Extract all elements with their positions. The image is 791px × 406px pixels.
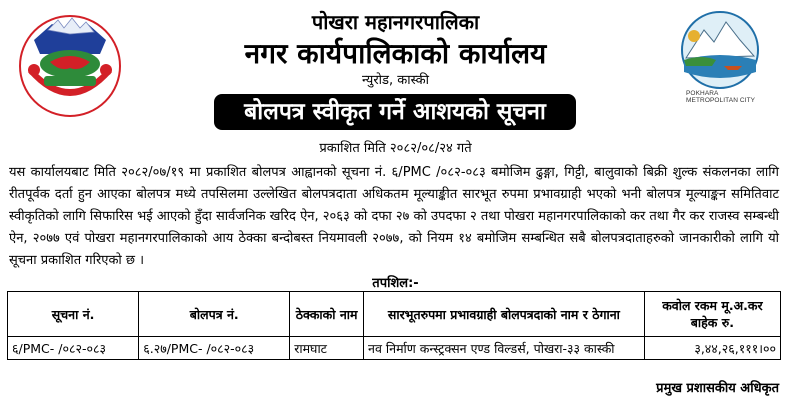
cell-bid-no: ६.२७/PMC- /०८२-०८३ bbox=[139, 337, 290, 360]
notice-header bbox=[0, 0, 791, 160]
office-name: पोखरा महानगरपालिका bbox=[311, 10, 480, 34]
cell-contract-name: रामघाट bbox=[290, 337, 364, 360]
notice-paragraph: यस कार्यालयबाट मिति २०८२/०७/१९ मा प्रकाशित बोलपत्र आह्वानको सूचना नं. ६/PMC /०८२-०८३ बमोजिम ढुङ्गा, गिट्टी, बालुवाको बिक्री शुल्क संकलनका लागि रीतपूर्वक दर्ता हुन आएका बोलपत्र मध्ये तपसिलमा उल्लेखित बोलपत्रदाता अधिकतम मूल्याङ्कीत सारभूत रुपमा प्रभावग्राही भएको भनी बोलपत्र मूल्याङ्कन समितिवाट स्वीकृतिको लागि सिफारिस भई आएको हुँदा सार्वजनिक खरिद ऐन, २०६३ को दफा २७ को उपदफा २ तथा पोखरा महानगरपालिकाको कर तथा गैर कर राजस्व सम्बन्धी ऐन, २०७७ एवं पोखरा महानगरपालिकाको आय ठेक्का बन्दोबस्त नियमावली २०७७, को नियम १४ बमोजिम सम्बन्धित सबै बोलपत्रदाताहरुको जानकारीको लागि यो सूचना प्रकाशित गरिएको छ । bbox=[9, 165, 779, 268]
col-header-bid-no: बोलपत्र नं. bbox=[139, 292, 290, 337]
col-header-contract-name: ठेक्काको नाम bbox=[290, 292, 364, 337]
details-heading: तपशिल:- bbox=[372, 276, 419, 291]
pokhara-logo-icon bbox=[672, 10, 768, 92]
cell-amount: ३,४४,२६,१११।०० bbox=[644, 337, 780, 360]
published-date: प्रकाशित मिति २०८२/०८/२४ गते bbox=[319, 141, 472, 156]
table-row bbox=[8, 337, 781, 360]
office-title: नगर कार्यपालिकाको कार्यालय bbox=[244, 37, 547, 70]
cell-bidder: नव निर्माण कन्स्ट्रक्सन एण्ड विल्डर्स, पोखरा-३३ कास्की bbox=[364, 337, 645, 360]
table-header-row bbox=[8, 292, 781, 337]
col-header-bidder: सारभूतरुपमा प्रभावग्राही बोलपत्रदाको नाम र ठेगाना bbox=[364, 292, 645, 337]
bid-details-table bbox=[7, 291, 781, 360]
notice-title-banner: बोलपत्र स्वीकृत गर्ने आशयको सूचना bbox=[214, 94, 576, 130]
signature-designation: प्रमुख प्रशासकीय अधिकृत bbox=[656, 381, 779, 396]
pokhara-logo-caption: POKHARA METROPOLITAN CITY bbox=[686, 90, 756, 104]
col-header-notice-no: सूचना नं. bbox=[8, 292, 139, 337]
col-header-amount: कवोल रकम मू.अ.कर बाहेक रु. bbox=[644, 292, 780, 337]
cell-notice-no: ६/PMC- /०८२-०८३ bbox=[8, 337, 139, 360]
office-address: न्युरोड, कास्की bbox=[361, 73, 430, 88]
pokhara-logo bbox=[672, 10, 768, 114]
